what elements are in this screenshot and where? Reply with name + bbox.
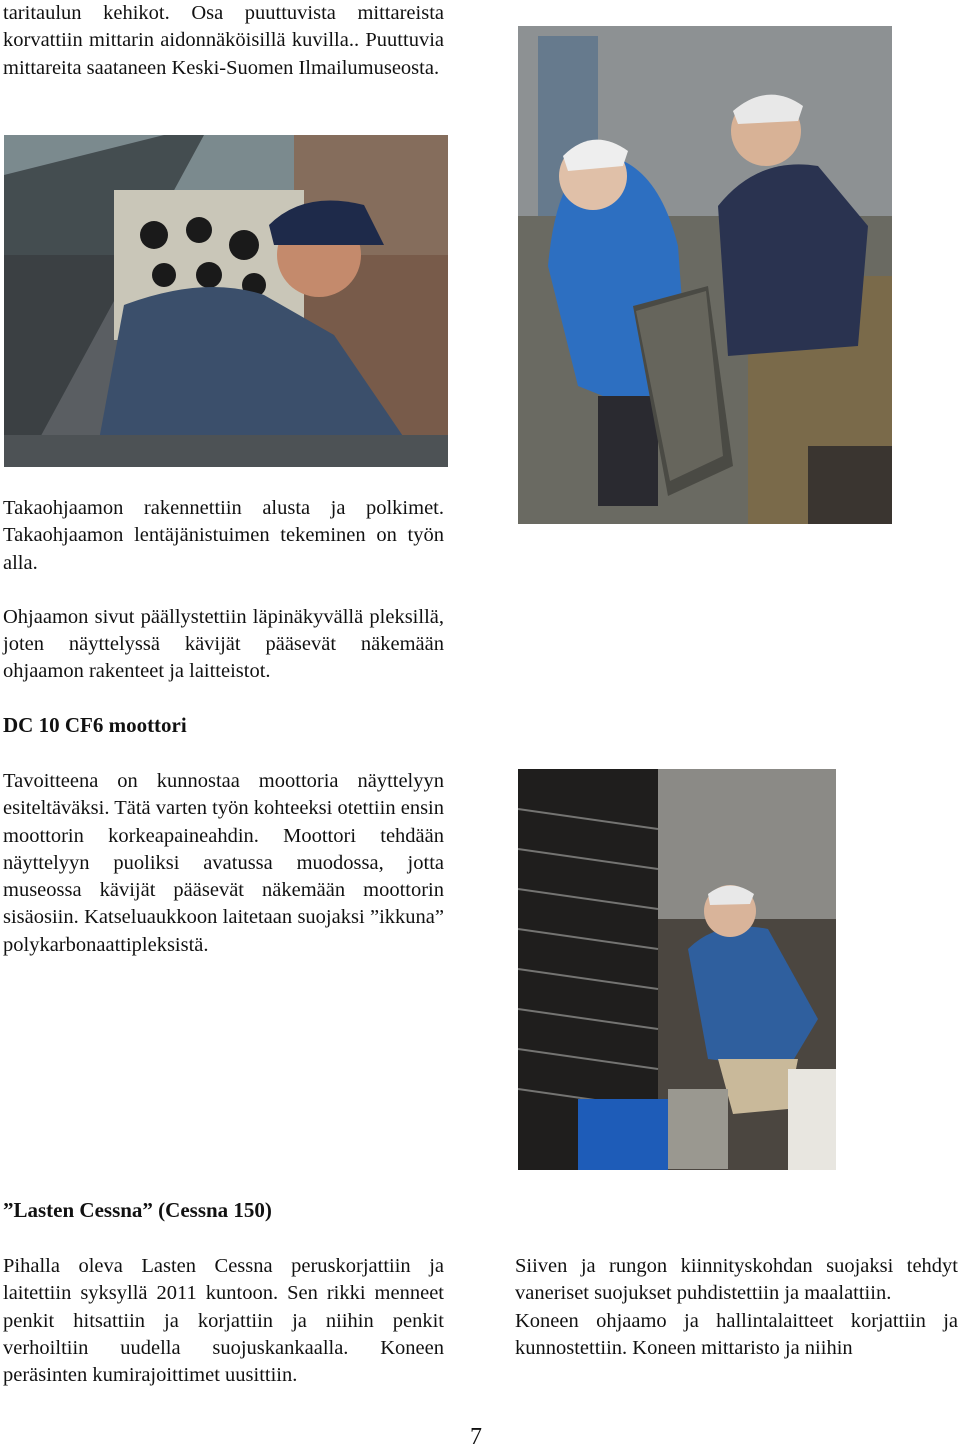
page-number: 7 [470,1424,482,1450]
cockpit-photo [4,135,448,467]
workshop-photo [518,26,892,524]
rear-cockpit-text: Takaohjaamon rakennettiin alusta ja polkimet. Takaohjaamon lentäjänistuimen tekeminen on työn alla. Ohjaamon sivut päällystettiin läpinäkyvällä pleksillä, joten näyttelyssä kävijät pääsevät näkemään ohjaamon rakenteet ja laitteistot. [3,497,444,683]
cessna-heading: ”Lasten Cessna” (Cessna 150) [3,1198,272,1222]
intro-paragraph: taritaulun kehikot. Osa puuttuvista mittareista korvattiin mittarin aidonnäköisillä kuvilla.. Puuttuvia mittareita saataneen Keski-Suomen Ilmailumuseosta. [3,2,444,79]
dc10-heading: DC 10 CF6 moottori [3,713,187,737]
dc10-paragraph: Tavoitteena on kunnostaa moottoria näyttelyyn esiteltäväksi. Tätä varten työn kohteeksi otettiin ensin moottorin korkeapaineahdin. Moottori tehdään näyttelyyn puoliksi avatussa muodossa, jotta museossa kävijät pääsevät näkemään moottorin sisäosiin. Katseluaukkoon laitetaan suojaksi ”ikkuna” polykarbonaattipleksistä. [3,770,444,956]
engine-photo [518,769,836,1170]
cessna-right-paragraphs: Siiven ja rungon kiinnityskohdan suojaksi tehdyt vaneriset suojukset puhdistettiin ja maalattiin. Koneen ohjaamo ja hallintalaitteet korjattiin ja kunnostettiin. Koneen mittaristo ja niihin [515,1255,958,1359]
cessna-left-paragraph: Pihalla oleva Lasten Cessna peruskorjattiin ja laitettiin syksyllä 2011 kuntoon. Sen rikki menneet penkit hitsattiin ja korjattiin ja niihin penkit verhoiltiin uudella suojuskankaalla. Koneen peräsinten kumirajoittimet uusittiin. [3,1255,444,1387]
